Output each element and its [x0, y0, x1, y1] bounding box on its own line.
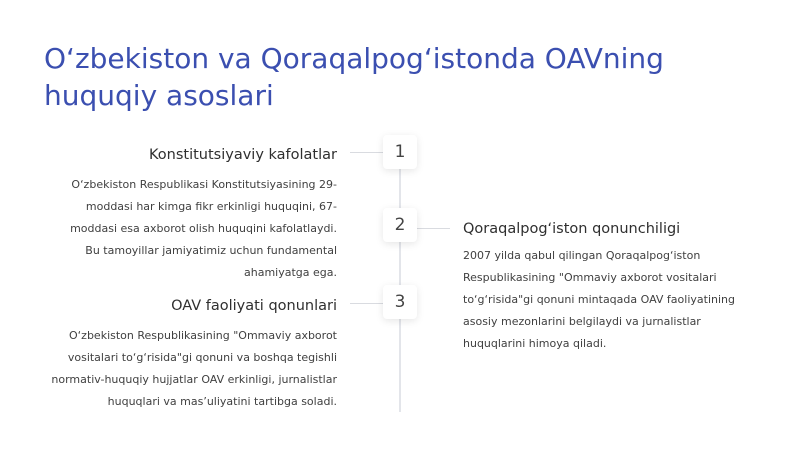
section-text-karakalpakstan: 2007 yilda qabul qilingan Qoraqalpog‘iston Respublikasining "Ommaviy axborot vositalari to‘g‘risida"gi qonuni mintaqada OAV faoliyatining asosiy mezonlarini belgilaydi va jurnalistlar huquqlarini himoya qiladi. — [463, 249, 735, 350]
timeline-line — [399, 152, 401, 412]
connector-2 — [417, 228, 450, 229]
section-text-media-laws: O‘zbekiston Respublikasining "Ommaviy axborot vositalari to‘g‘risida"gi qonuni va boshqa tegishli normativ-huquqiy hujjatlar OAV erkinligi, jurnalistlar huquqlari va mas’uliyatini tartibga soladi. — [51, 329, 337, 408]
section-heading-karakalpakstan: Qoraqalpog‘iston qonunchiligi — [463, 221, 681, 237]
connector-1 — [350, 152, 383, 153]
timeline-marker-2: 2 — [383, 208, 417, 242]
timeline-marker-3: 3 — [383, 285, 417, 319]
page-title: O‘zbekiston va Qoraqalpog‘istonda OAVning huquqiy asoslari — [44, 42, 664, 112]
connector-3 — [350, 303, 383, 304]
section-text-constitutional: O‘zbekiston Respublikasi Konstitutsiyasining 29-moddasi har kimga fikr erkinligi huquqini, 67-moddasi esa axborot olish huquqini kafolatlaydi. Bu tamoyillar jamiyatimiz uchun fundamental ahamiyatga ega. — [70, 178, 337, 279]
section-heading-constitutional: Konstitutsiyaviy kafolatlar — [148, 147, 337, 163]
timeline-marker-1: 1 — [383, 135, 417, 169]
section-heading-media-laws: OAV faoliyati qonunlari — [171, 298, 337, 314]
